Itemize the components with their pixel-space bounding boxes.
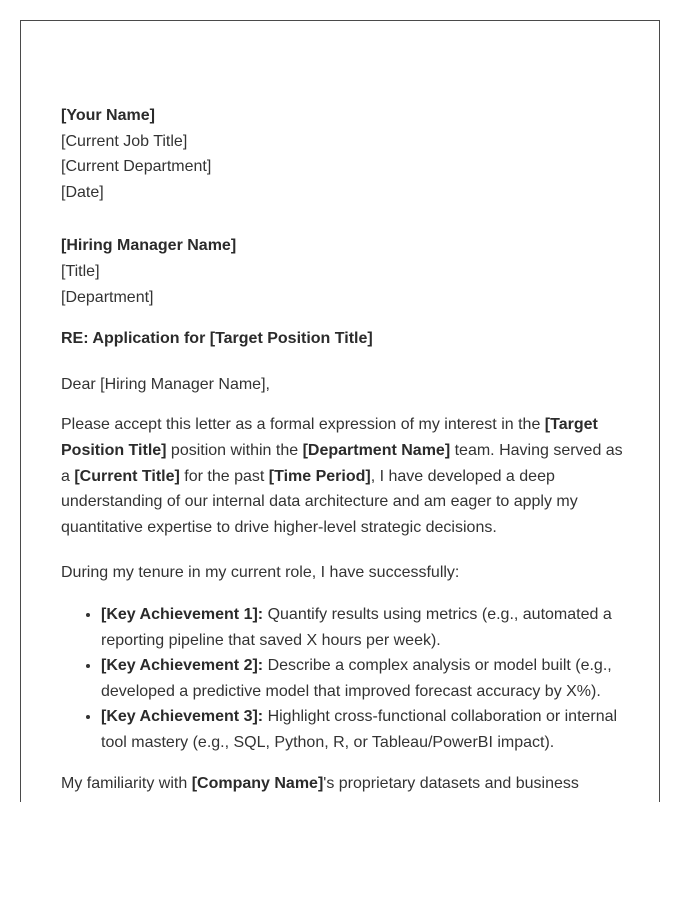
closing-text-2: 's proprietary datasets and business bbox=[323, 775, 579, 793]
intro-text-5: , I have developed a deep understanding of our internal data architecture and am eager to apply my quantitative expertise to drive higher-level strategic decisions. bbox=[61, 467, 578, 536]
letter-date: [Date] bbox=[61, 183, 104, 201]
closing-bold-company-name: [Company Name] bbox=[191, 775, 324, 793]
intro-bold-current-title: [Current Title] bbox=[74, 467, 180, 485]
closing-paragraph bbox=[61, 771, 631, 797]
intro-text-3: team. Having served as a bbox=[61, 441, 623, 485]
sender-job-title: [Current Job Title] bbox=[61, 132, 188, 150]
letter-page bbox=[20, 20, 660, 802]
intro-bold-department-name: [Department Name] bbox=[302, 441, 451, 459]
recipient-department: [Department] bbox=[61, 288, 154, 306]
salutation: Dear [Hiring Manager Name], bbox=[61, 375, 270, 393]
intro-text-1: Please accept this letter as a formal expression of my interest in the bbox=[61, 416, 545, 434]
closing-text-1: My familiarity with bbox=[61, 775, 192, 793]
achievement-text: Highlight cross-functional collaboration or internal tool mastery (e.g., SQL, Python, R, or Tableau/PowerBI impact). bbox=[101, 708, 618, 751]
intro-bold-time-period: [Time Period] bbox=[268, 467, 371, 485]
recipient-name: [Hiring Manager Name] bbox=[61, 237, 237, 255]
subject-line: RE: Application for [Target Position Title] bbox=[61, 330, 373, 348]
sender-department: [Current Department] bbox=[61, 158, 212, 176]
letter-content bbox=[61, 103, 631, 797]
achievement-label: [Key Achievement 2]: bbox=[101, 657, 264, 675]
achievement-text: Describe a complex analysis or model built (e.g., developed a predictive model that improved forecast accuracy by X%). bbox=[101, 657, 612, 700]
recipient-title: [Title] bbox=[61, 262, 100, 280]
achievement-label: [Key Achievement 3]: bbox=[101, 708, 264, 726]
list-item bbox=[101, 704, 631, 755]
intro-text-4: for the past bbox=[179, 467, 269, 485]
sender-name: [Your Name] bbox=[61, 107, 155, 124]
tenure-paragraph: During my tenure in my current role, I have successfully: bbox=[61, 564, 460, 582]
intro-text-2: position within the bbox=[166, 441, 303, 459]
achievement-list bbox=[61, 602, 631, 756]
list-item bbox=[101, 602, 631, 653]
achievement-text: Quantify results using metrics (e.g., automated a reporting pipeline that saved X hours per week). bbox=[101, 605, 612, 649]
list-item bbox=[101, 653, 631, 704]
sender-block bbox=[61, 103, 631, 205]
intro-bold-target-position: [Target Position Title] bbox=[61, 416, 598, 459]
recipient-block bbox=[61, 233, 631, 310]
intro-paragraph bbox=[61, 412, 631, 540]
achievement-label: [Key Achievement 1]: bbox=[101, 605, 264, 623]
